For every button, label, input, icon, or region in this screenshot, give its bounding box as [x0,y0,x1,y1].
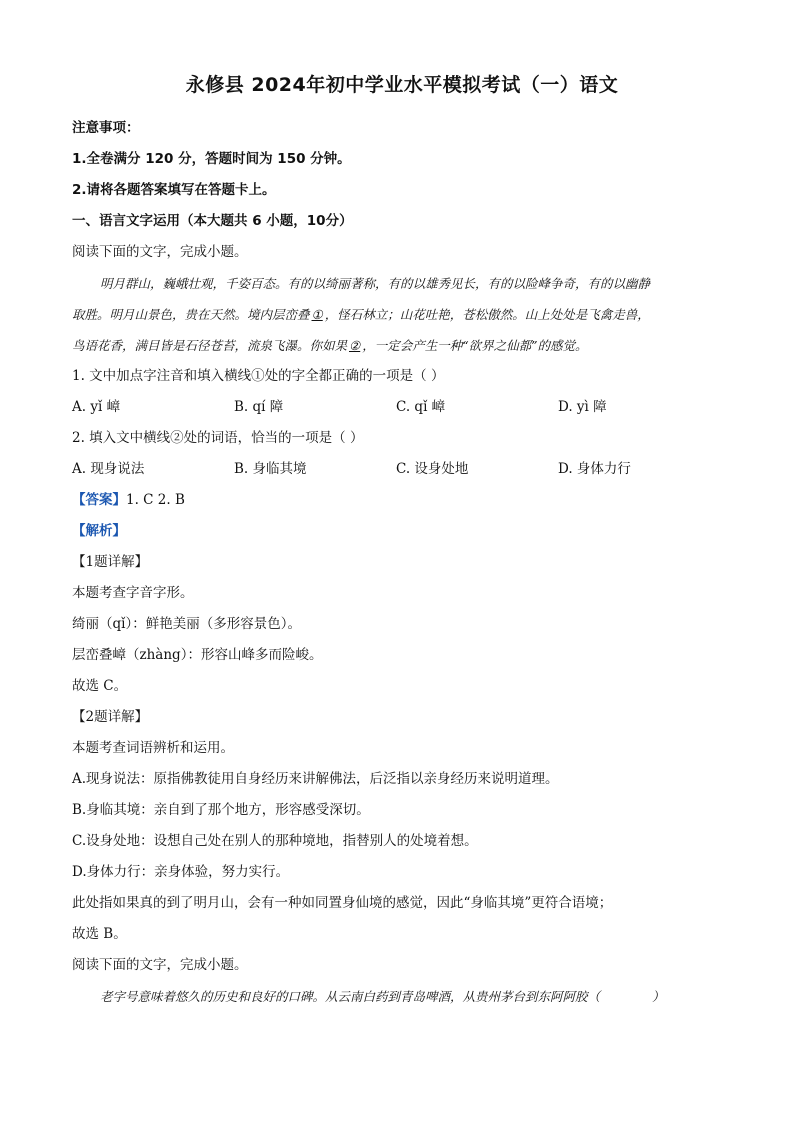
section1-intro-2: 阅读下面的文字，完成小题。 [72,957,248,973]
detail-2-line: A.现身说法：原指佛教徒用自身经历来讲解佛法，后泛指以亲身经历来说明道理。 [72,771,559,787]
detail-2-line: 此处指如果真的到了明月山，会有一种如同置身仙境的感觉，因此“身临其境”更符合语境； [72,895,613,911]
passage-line-1: 明月群山，巍峨壮观，千姿百态。有的以绮丽著称，有的以雄秀见长，有的以险峰争奇，有的以幽静 [100,276,651,291]
question-2-option-b: B. 身临其境 [234,461,307,477]
answer-tag: 【答案】 [72,492,126,508]
question-2-option-a: A. 现身说法 [72,461,145,477]
detail-2-heading: 【2题详解】 [72,709,149,725]
passage-line-2b: ，怪石林立；山花吐艳，苍松傲然。山上处处是飞禽走兽， [324,307,650,322]
blank-1: ① [311,307,323,322]
passage-line-2 [72,299,732,330]
page-title: 永修县 2024年初中学业水平模拟考试（一）语文 [185,74,619,96]
question-1-option-c: C. qǐ 嶂 [396,399,446,415]
question-2-stem: 2. 填入文中横线②处的词语，恰当的一项是（ ） [72,430,364,446]
passage2-line-1 [72,981,732,1012]
passage-line-3b: ，一定会产生一种“欲界之仙都”的感觉。 [362,338,588,353]
passage2-text: 老字号意味着悠久的历史和良好的口碑。从云南白药到青岛啤酒，从贵州茅台到东阿阿胶（ [100,989,601,1004]
analysis-row [72,516,732,547]
question-2-option-d: D. 身体力行 [558,461,631,477]
passage-line-3 [72,330,732,361]
blank-2: ② [349,338,361,353]
detail-1-line: 层峦叠嶂（zhàng）：形容山峰多而险峻。 [72,647,323,663]
detail-2-line: 故选 B。 [72,926,127,942]
detail-1-line: 本题考查字音字形。 [72,585,194,601]
question-1-option-b: B. qí 障 [234,399,284,415]
notes-item-1: 1.全卷满分 120 分，答题时间为 150 分钟。 [72,151,351,167]
detail-1-line: 故选 C。 [72,678,128,694]
passage-line-3a: 鸟语花香，满目皆是石径苍苔，流泉飞瀑。你如果 [72,338,348,353]
detail-2-line: 本题考查词语辨析和运用。 [72,740,234,756]
question-2-option-c: C. 设身处地 [396,461,469,477]
detail-1-heading: 【1题详解】 [72,554,149,570]
notes-item-2: 2.请将各题答案填写在答题卡上。 [72,182,276,198]
passage2-paren-close: ） [652,989,665,1004]
question-1-stem: 1. 文中加点字注音和填入横线①处的字全都正确的一项是（ ） [72,368,445,384]
detail-2-line: D.身体力行：亲身体验，努力实行。 [72,864,290,880]
question-2-options [72,454,732,485]
exam-page [72,60,732,1012]
passage-line-2a: 取胜。明月山景色，贵在天然。境内层峦叠 [72,307,310,322]
analysis-tag: 【解析】 [72,523,126,539]
answer-text: 1. C 2. B [126,492,185,508]
detail-1-line: 绮丽（qǐ）：鲜艳美丽（多形容景色）。 [72,616,301,632]
question-1-option-a: A. yǐ 嶂 [72,399,121,415]
detail-2-line: B.身临其境：亲自到了那个地方，形容感受深切。 [72,802,370,818]
question-1-option-d: D. yì 障 [558,399,607,415]
answer-row [72,485,732,516]
question-1-options [72,392,732,423]
notes-heading: 注意事项： [72,120,140,136]
detail-2-line: C.设身处地：设想自己处在别人的那种境地，指替别人的处境着想。 [72,833,478,849]
section1-intro: 阅读下面的文字，完成小题。 [72,244,248,260]
section1-heading: 一、语言文字运用（本大题共 6 小题，10分） [72,213,353,229]
